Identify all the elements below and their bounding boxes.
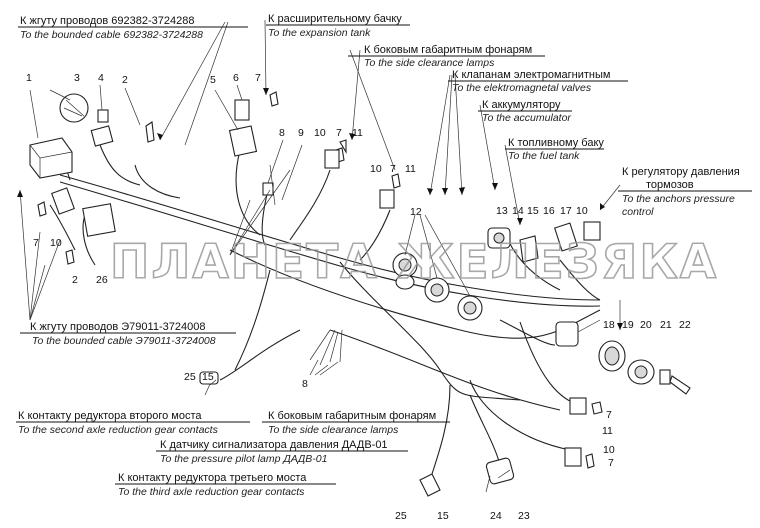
callout-2: 2 — [72, 274, 78, 286]
label-accumulator-ru: К аккумулятору — [482, 99, 561, 111]
callout-14: 14 — [512, 205, 524, 217]
callout-17: 17 — [560, 205, 572, 217]
callout-15: 15 — [437, 510, 449, 522]
label-second-axle-ru: К контакту редуктора второго моста — [18, 410, 202, 422]
label-valves-en: To the elektromagnetal valves — [452, 82, 592, 94]
callout-10: 10 — [50, 237, 62, 249]
label-brake-regulator-en-1: To the anchors pressure — [622, 193, 735, 205]
callout-20: 20 — [640, 319, 652, 331]
callout-10: 10 — [314, 127, 326, 139]
label-accumulator-en: To the accumulator — [482, 112, 571, 124]
connector-4-part — [91, 126, 113, 146]
label-side-lamps-top-en: To the side clearance lamps — [364, 57, 495, 69]
label-expansion-tank-en: To the expansion tank — [268, 27, 371, 39]
callout-10: 10 — [576, 205, 588, 217]
relay-block-part — [30, 138, 72, 178]
callout-7: 7 — [336, 127, 342, 139]
callout-22: 22 — [679, 319, 691, 331]
callout-10: 10 — [370, 163, 382, 175]
callout-8: 8 — [279, 127, 285, 139]
label-fuel-tank-en: To the fuel tank — [508, 150, 580, 162]
pressure-sensor-part — [486, 457, 515, 484]
callout-23: 23 — [518, 510, 530, 522]
label-third-axle-ru: К контакту редуктора третьего моста — [118, 472, 307, 484]
label-side-lamps-bottom-ru: К боковым габаритным фонарям — [268, 410, 437, 422]
callout-24: 24 — [490, 510, 502, 522]
label-side-lamps-bottom-en: To the side clearance lamps — [268, 424, 399, 436]
callout-7: 7 — [608, 457, 614, 469]
callout-13: 13 — [496, 205, 508, 217]
callout-15: 15 — [527, 205, 539, 217]
label-valves-ru: К клапанам электромагнитным — [452, 69, 611, 81]
callout-10: 10 — [603, 444, 615, 456]
label-cable-692382-en: To the bounded cable 692382-3724288 — [20, 29, 203, 41]
label-brake-regulator-ru-2: тормозов — [646, 179, 694, 191]
callout-11: 11 — [352, 127, 363, 139]
callout-8: 8 — [302, 378, 308, 390]
callout-21: 21 — [660, 319, 672, 331]
label-side-lamps-top-ru: К боковым габаритным фонарям — [364, 44, 533, 56]
callout-16: 16 — [543, 205, 555, 217]
label-cable-e79011-ru: К жгуту проводов Э79011-3724008 — [30, 321, 206, 333]
callout-15: 15 — [202, 371, 214, 383]
callout-7: 7 — [606, 409, 612, 421]
label-second-axle-en: To the second axle reduction gear contacts — [18, 424, 218, 436]
label-pressure-sensor-en: To the pressure pilot lamp ДАДВ-01 — [160, 453, 328, 465]
watermark: ПЛАНЕТА ЖЕЛЕЗЯКА — [110, 235, 719, 290]
label-brake-regulator-en-2: control — [622, 206, 654, 218]
callout-7: 7 — [390, 163, 396, 175]
callout-1: 1 — [26, 72, 32, 84]
label-cable-e79011-en: To the bounded cable Э79011-3724008 — [32, 335, 216, 347]
label-brake-regulator-ru-1: К регулятору давления — [622, 166, 740, 178]
callout-4: 4 — [98, 72, 104, 84]
callout-26: 26 — [96, 274, 108, 286]
callout-7: 7 — [33, 237, 39, 249]
callout-18: 18 — [603, 319, 615, 331]
callout-12: 12 — [410, 206, 422, 218]
callout-3: 3 — [74, 72, 80, 84]
callout-25: 25 — [184, 371, 196, 383]
callout-6: 6 — [233, 72, 239, 84]
connector-5-part — [230, 126, 257, 156]
label-fuel-tank-ru: К топливному баку — [508, 137, 604, 149]
callout-11: 11 — [602, 425, 613, 437]
label-pressure-sensor-ru: К датчику сигнализатора давления ДАДВ-01 — [160, 439, 388, 451]
callout-25: 25 — [395, 510, 407, 522]
callout-19: 19 — [622, 319, 634, 331]
label-third-axle-en: To the third axle reduction gear contacts — [118, 486, 305, 498]
callout-2: 2 — [122, 74, 128, 86]
callout-7: 7 — [255, 72, 261, 84]
label-expansion-tank-ru: К расширительному бачку — [268, 13, 402, 25]
callout-11: 11 — [405, 163, 416, 175]
callout-9: 9 — [298, 127, 304, 139]
callout-5: 5 — [210, 74, 216, 86]
label-cable-692382-ru: К жгуту проводов 692382-3724288 — [20, 15, 195, 27]
